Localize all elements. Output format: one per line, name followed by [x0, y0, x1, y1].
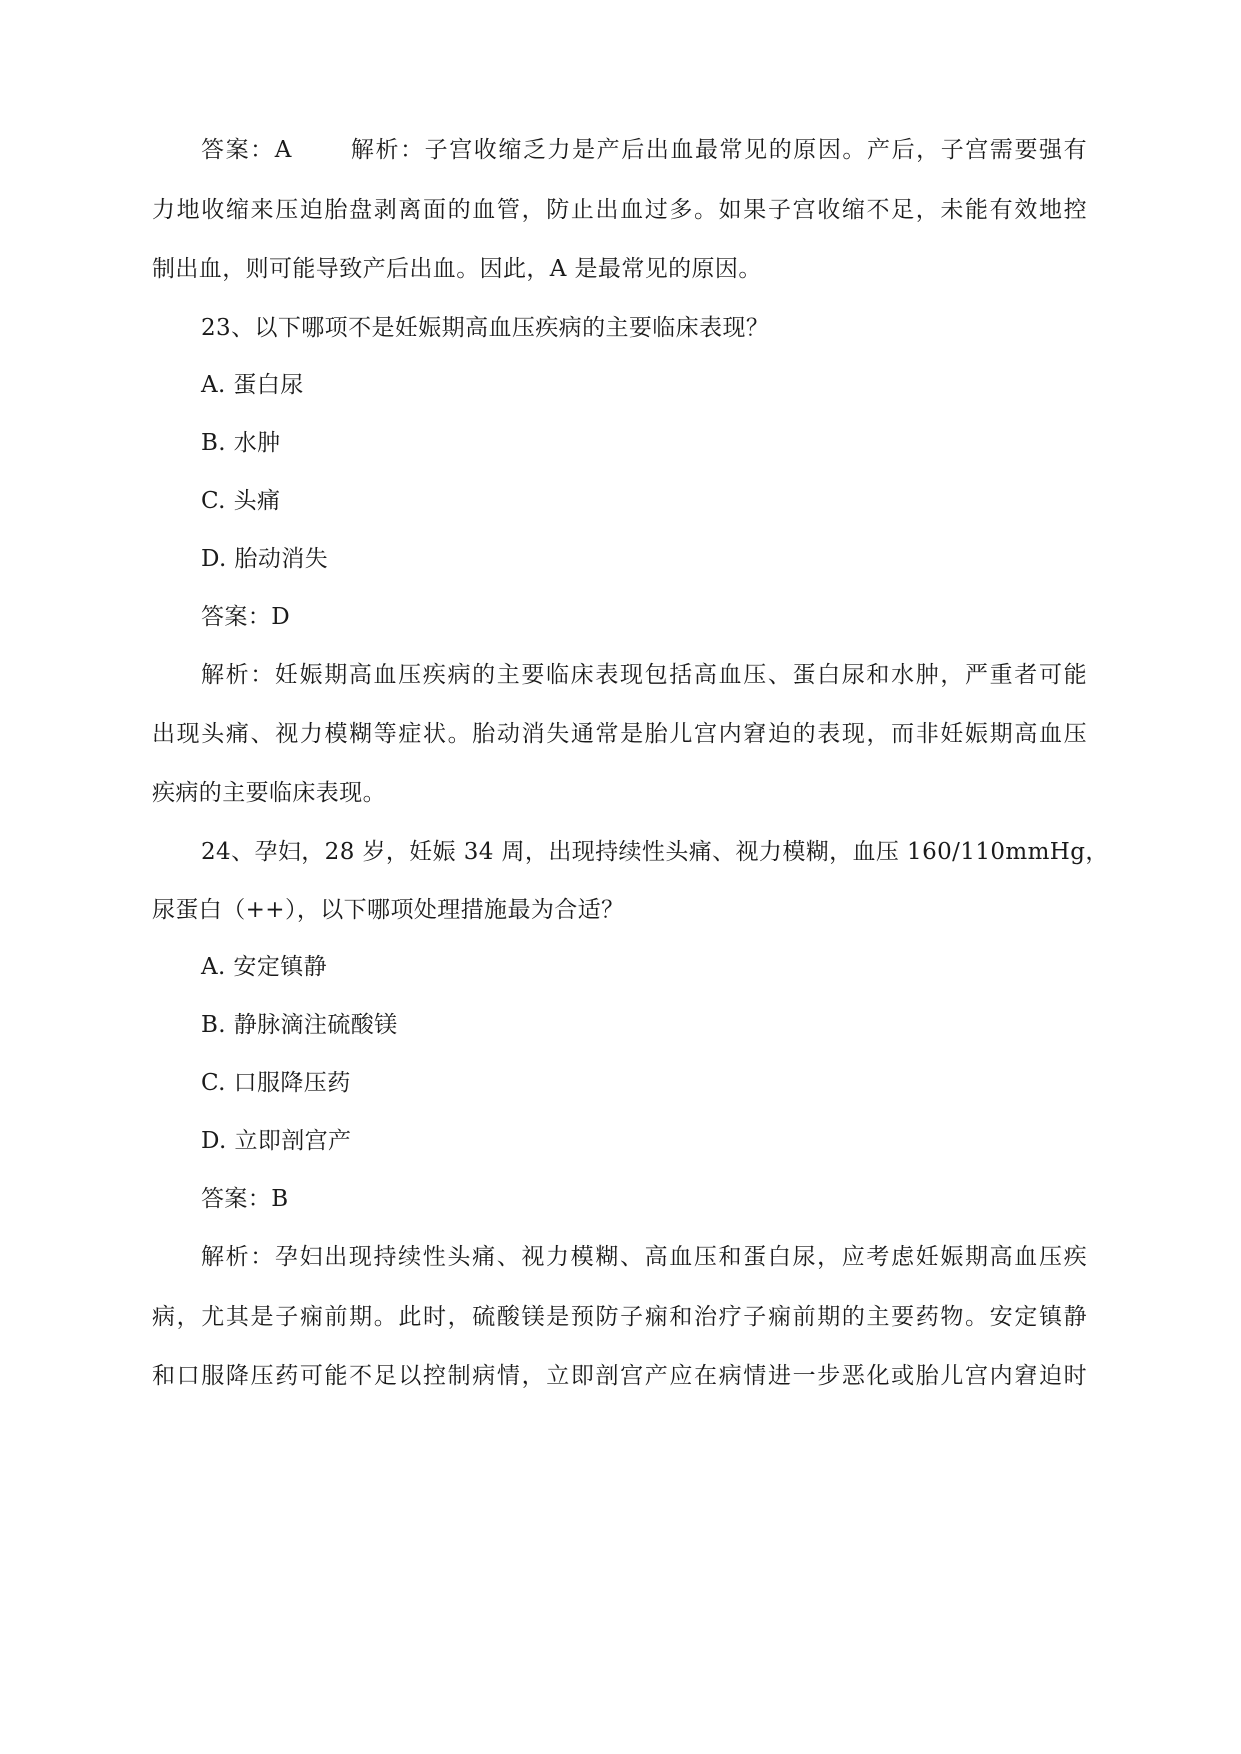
q23-answer: 答案：D	[201, 604, 291, 630]
q23-option-d: D. 胎动消失	[201, 546, 329, 572]
q24-explanation-line-3: 和口服降压药可能不足以控制病情，立即剖宫产应在病情进一步恶化或胎儿宫内窘迫时	[152, 1363, 1087, 1389]
q23-explanation-line-3: 疾病的主要临床表现。	[152, 780, 386, 806]
q23-question: 23、以下哪项不是妊娠期高血压疾病的主要临床表现？	[201, 315, 770, 341]
q24-answer: 答案：B	[201, 1186, 289, 1212]
q24-explanation-line-1: 解析：孕妇出现持续性头痛、视力模糊、高血压和蛋白尿，应考虑妊娠期高血压疾	[201, 1244, 1087, 1270]
q22-answer-line	[152, 135, 1087, 165]
q22-explanation-line-2: 力地收缩来压迫胎盘剥离面的血管，防止出血过多。如果子宫收缩不足，未能有效地控	[152, 197, 1087, 223]
q24-explanation-line-2: 病，尤其是子痫前期。此时，硫酸镁是预防子痫和治疗子痫前期的主要药物。安定镇静	[152, 1304, 1087, 1330]
q24-option-c: C. 口服降压药	[201, 1070, 351, 1096]
q22-explanation-line-3: 制出血，则可能导致产后出血。因此，A 是最常见的原因。	[152, 256, 762, 282]
q24-option-b: B. 静脉滴注硫酸镁	[201, 1012, 398, 1038]
q23-option-a: A. 蛋白尿	[201, 372, 304, 398]
q24-question-line-1: 24、孕妇，28 岁，妊娠 34 周，出现持续性头痛、视力模糊，血压 160/110mmHg，	[201, 839, 1109, 865]
q23-option-c: C. 头痛	[201, 488, 281, 514]
q24-option-a: A. 安定镇静	[201, 954, 328, 980]
q22-answer: 答案：A	[201, 137, 292, 163]
q23-option-b: B. 水肿	[201, 430, 281, 456]
q22-explanation-line-1: 解析：子宫收缩乏力是产后出血最常见的原因。产后，子宫需要强有	[349, 137, 1088, 163]
q23-explanation-line-2: 出现头痛、视力模糊等症状。胎动消失通常是胎儿宫内窘迫的表现，而非妊娠期高血压	[152, 721, 1087, 747]
q23-explanation-line-1: 解析：妊娠期高血压疾病的主要临床表现包括高血压、蛋白尿和水肿，严重者可能	[201, 662, 1087, 688]
q24-option-d: D. 立即剖宫产	[201, 1128, 352, 1154]
q24-question-line-2: 尿蛋白（++），以下哪项处理措施最为合适？	[152, 897, 625, 923]
